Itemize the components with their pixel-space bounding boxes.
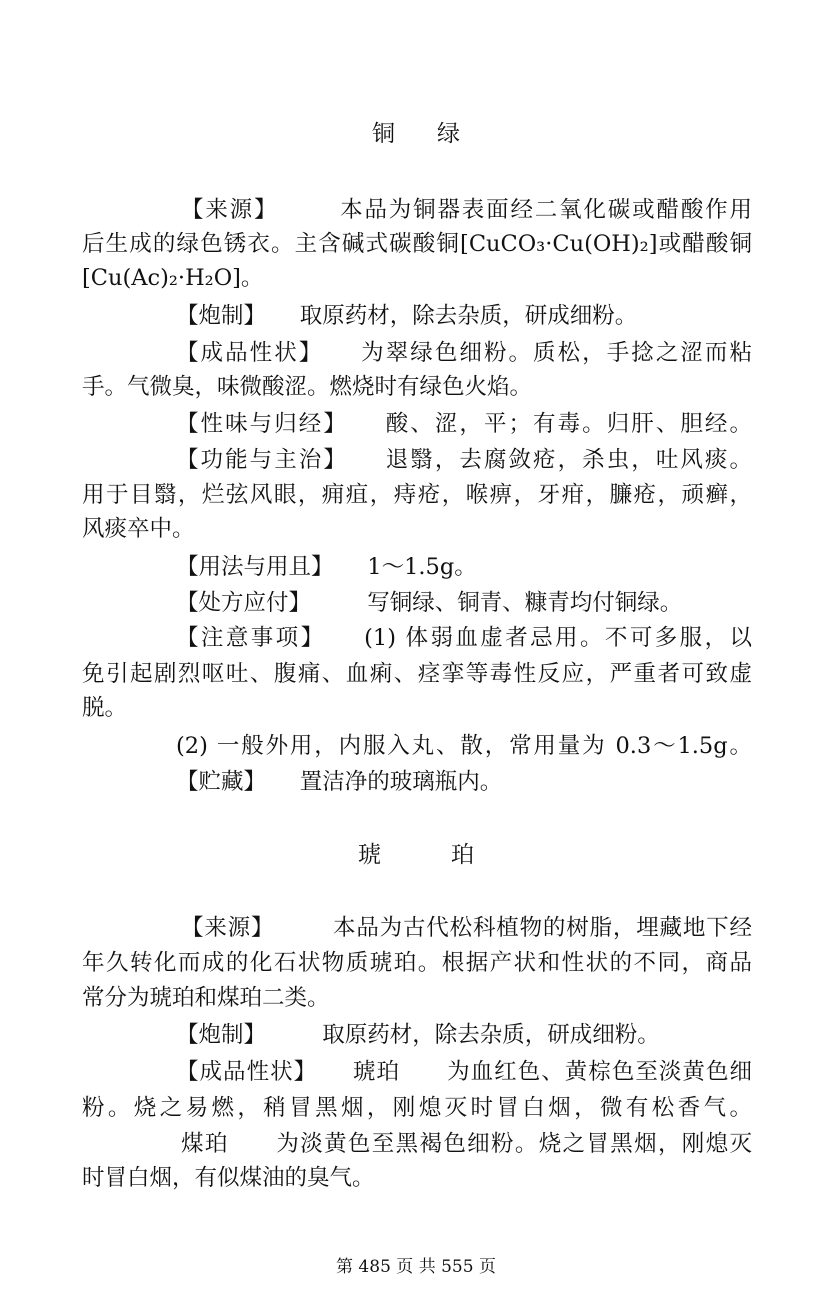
paragraph-line: 【用法与用且】 1～1.5g。 (176, 554, 477, 580)
paragraph-line: 【贮藏】 置洁净的玻璃瓶内。 (176, 769, 503, 795)
paragraph-line: 脱。 (82, 695, 128, 721)
paragraph-line: 年久转化而成的化石状物质琥珀。根据产状和性状的不同，商品 (82, 950, 752, 976)
paragraph-line: (2) 一般外用，内服入丸、散，常用量为 0.3～1.5g。 (176, 733, 752, 759)
title-char-1: 琥 (358, 842, 381, 868)
paragraph-line: 时冒白烟，有似煤油的臭气。 (82, 1165, 375, 1191)
section-title-hupo (0, 840, 832, 870)
paragraph-line: 【来源】 本品为铜器表面经二氧化碳或醋酸作用 (181, 197, 752, 223)
paragraph-line: 【注意事项】 (1) 体弱血虚者忌用。不可多服，以 (176, 625, 752, 651)
paragraph-line: 【炮制】 取原药材，除去杂质，研成细粉。 (176, 303, 638, 329)
paragraph-line: 【炮制】 取原药材，除去杂质，研成细粉。 (176, 1022, 660, 1048)
paragraph-line: 常分为琥珀和煤珀二类。 (82, 985, 330, 1011)
paragraph-line: 粉。烧之易燃，稍冒黑烟，刚熄灭时冒白烟，微有松香气。 (82, 1095, 752, 1121)
title-char-2: 珀 (451, 842, 474, 868)
paragraph-line: 【成品性状】 琥珀 为血红色、黄棕色至淡黄色细 (176, 1059, 752, 1085)
paragraph-line: 风痰卒中。 (82, 516, 195, 542)
paragraph-line: 【成品性状】 为翠绿色细粉。质松，手捻之涩而粘 (176, 340, 752, 366)
paragraph-line: 【性味与归经】 酸、涩，平；有毒。归肝、胆经。 (176, 411, 752, 437)
paragraph-line: 【功能与主治】 退翳，去腐敛疮，杀虫，吐风痰。 (176, 447, 752, 473)
section-title-tonglv (0, 119, 832, 149)
paragraph-line: 免引起剧烈呕吐、腹痛、血痢、痉挛等毒性反应，严重者可致虚 (82, 661, 752, 687)
paragraph-line: 后生成的绿色锈衣。主含碱式碳酸铜[CuCO₃·Cu(OH)₂]或醋酸铜 (82, 231, 752, 257)
paragraph-line: 手。气微臭，味微酸涩。燃烧时有绿色火焰。 (82, 374, 533, 400)
paragraph-line: 【来源】 本品为古代松科植物的树脂，埋藏地下经 (181, 915, 752, 941)
title-char-1: 铜 (372, 121, 395, 147)
paragraph-line: 用于目翳，烂弦风眼，痈疽，痔疮，喉痹，牙疳，臁疮，顽癣， (82, 482, 752, 508)
title-char-2: 绿 (437, 121, 460, 147)
paragraph-line: 煤珀 为淡黄色至黑褐色细粉。烧之冒黑烟，刚熄灭 (181, 1131, 752, 1157)
paragraph-line: 【处方应付】 写铜绿、铜青、糠青均付铜绿。 (176, 590, 683, 616)
page-number-footer: 第 485 页 共 555 页 (336, 1257, 496, 1277)
paragraph-line: [Cu(Ac)₂·H₂O]。 (82, 265, 264, 291)
